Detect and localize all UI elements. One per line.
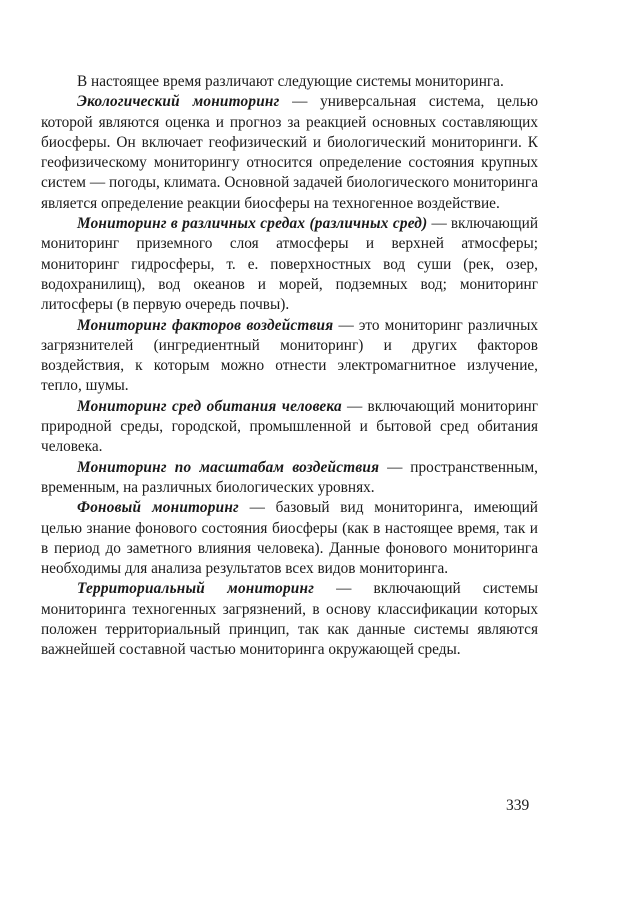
term-background-monitoring: Фоновый мониторинг: [77, 499, 239, 517]
page-body: [41, 72, 538, 661]
paragraph-text: — универсальная система, целью которой являются оценка и прогноз за реакцией основных составляющих биосферы. Он включает геофизический и биологический мониторинги. К геофизическому мониторингу относится определение состояния крупных систем — погоды, климата. Основной задачей биологического мониторинга является определение реакции биосферы на техногенное воздействие.: [41, 93, 538, 212]
paragraph-text: — это мониторинг различных загрязнителей (ингредиентный мониторинг) и других факторов воздействия, к которым можно отнести электромагнитное излучение, тепло, шумы.: [41, 316, 538, 395]
paragraph-impact-factors: [41, 316, 538, 397]
paragraph-ecological-monitoring: [41, 92, 538, 214]
paragraph-media-monitoring: [41, 214, 538, 315]
term-impact-scale: Мониторинг по масштабам воздействия: [77, 458, 380, 476]
paragraph-text: — пространственным, временным, на различных биологических уровнях.: [41, 458, 538, 496]
intro-paragraph: В настоящее время различают следующие системы мониторинга.: [77, 73, 504, 90]
page-number: 339: [506, 797, 530, 814]
paragraph-background-monitoring: [41, 498, 538, 579]
paragraph-text: — включающий системы мониторинга техногенных загрязнений, в основу классификации которых положен территориальный принцип, так как данные системы являются важнейшей составной частью мониторинга окружающей среды.: [41, 580, 538, 659]
term-human-habitat: Мониторинг сред обитания человека: [77, 397, 342, 415]
paragraph-text: — включающий мониторинг природной среды, городской, промышленной и бытовой сред обитания человека.: [41, 397, 539, 456]
term-territorial-monitoring: Территориальный мониторинг: [77, 580, 315, 598]
paragraph-text: — включающий мониторинг приземного слоя атмосферы и верхней атмосферы; мониторинг гидросферы, т. е. поверхностных вод суши (рек, озер, водохранилищ), вод океанов и морей, подземных вод; мониторинг литосферы (в первую очередь почвы).: [41, 215, 539, 314]
term-impact-factors: Мониторинг факторов воздействия: [77, 316, 334, 334]
paragraph-territorial-monitoring: [41, 579, 538, 660]
term-ecological-monitoring: Экологический мониторинг: [77, 93, 280, 111]
paragraph-impact-scale: [41, 458, 538, 499]
paragraph-human-habitat: [41, 397, 538, 458]
paragraph-text: — базовый вид мониторинга, имеющий целью знание фонового состояния биосферы (как в настоящее время, так и в период до заметного влияния человека). Данные фонового мониторинга необходимы для анализа результатов всех видов мониторинга.: [41, 499, 538, 578]
term-media-monitoring: Мониторинг в различных средах (различных сред): [77, 215, 428, 233]
